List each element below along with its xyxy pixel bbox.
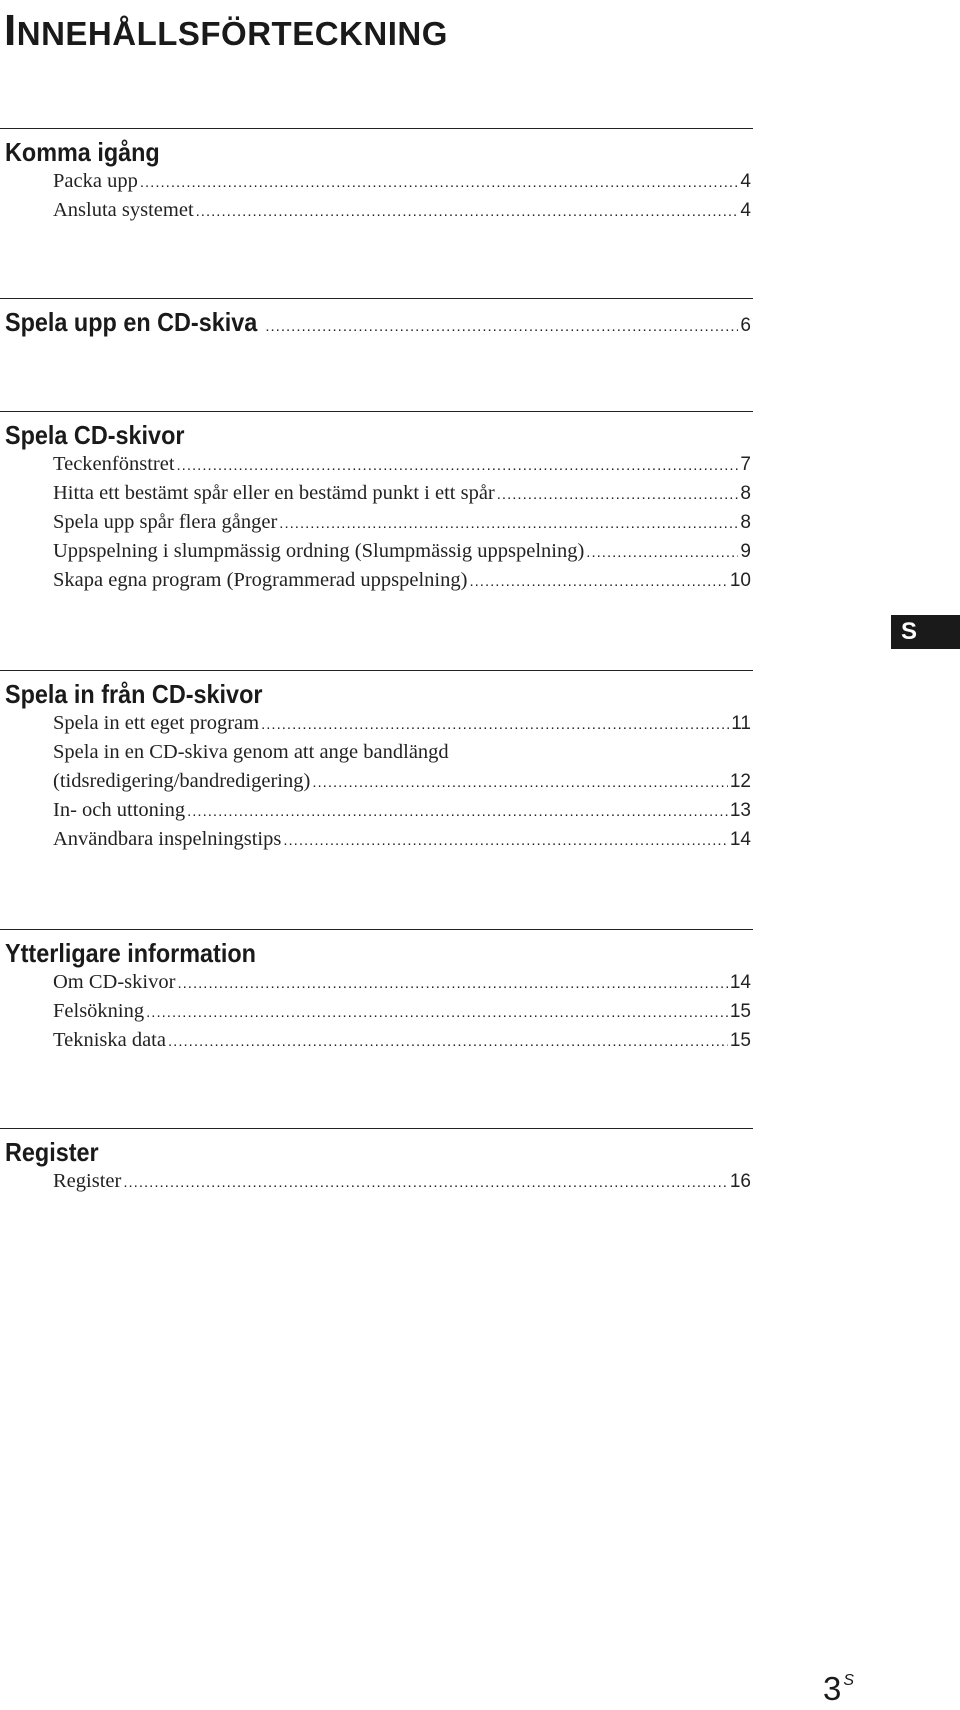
section-divider [0,929,753,930]
toc-entry-page: 8 [740,483,751,504]
dot-leader [196,203,739,220]
language-tab: S [891,615,960,649]
dot-leader [279,515,738,532]
toc-entry-continuation[interactable] [53,770,751,799]
toc-list [0,453,753,598]
toc-entry[interactable] [53,828,751,857]
toc-entry-title: Register [53,1170,122,1192]
section-heading: Ytterligare information [5,938,256,968]
dot-leader [469,573,727,590]
toc-entry-page: 12 [729,771,751,792]
toc-list [0,712,753,857]
page-title [4,6,448,56]
toc-entry-page: 14 [729,829,751,850]
toc-list [0,1170,753,1199]
toc-entry-title: Spela in en CD-skiva genom att ange bandlängd [53,741,449,763]
toc-section-spela-in [0,670,753,857]
toc-entry[interactable] [53,712,751,741]
section-divider [0,298,753,299]
toc-entry-page: 15 [729,1030,751,1051]
toc-entry-title: Uppspelning i slumpmässig ordning (Slumpmässig uppspelning) [53,540,585,562]
toc-entry-page: 14 [729,972,751,993]
toc-entry[interactable] [53,1029,751,1058]
toc-section-ytterligare-information [0,929,753,1058]
toc-entry-page: 9 [740,541,751,562]
toc-section-spela-upp [0,298,753,338]
toc-entry-page: 15 [729,1001,751,1022]
page-number-value: 3 [823,1670,842,1707]
toc-entry-page: 13 [729,800,751,821]
section-divider [0,1128,753,1129]
toc-entry[interactable] [53,453,751,482]
dot-leader [168,1033,728,1050]
toc-entry[interactable] [53,741,751,770]
toc-entry[interactable] [53,199,751,228]
toc-entry[interactable] [53,971,751,1000]
toc-section-spela-cd-skivor [0,411,753,598]
toc-entry-title: Tekniska data [53,1029,166,1051]
dot-leader [261,716,729,733]
toc-entry[interactable] [53,569,751,598]
section-heading: Komma igång [5,137,160,167]
toc-entry[interactable] [53,482,751,511]
dot-leader [123,1174,728,1191]
page-number-suffix: S [843,1672,855,1689]
dot-leader [283,832,728,849]
toc-entry-page: 6 [740,315,751,336]
toc-entry-title: Packa upp [53,170,138,192]
toc-entry-title: Teckenfönstret [53,453,175,475]
toc-entry-page: 11 [731,713,751,734]
toc-entry-title: Ansluta systemet [53,199,194,221]
dot-leader [177,975,727,992]
toc-section-komma-igang [0,128,753,228]
toc-entry-page: 7 [740,454,751,475]
toc-entry-title: Felsökning [53,1000,145,1022]
section-heading: Spela in från CD-skivor [5,679,263,709]
section-divider [0,411,753,412]
toc-entry-title: Om CD-skivor [53,971,176,993]
toc-entry-page: 10 [729,570,751,591]
toc-entry-page: 4 [740,171,751,192]
toc-entry-title: Hitta ett bestämt spår eller en bestämd punkt i ett spår [53,482,495,504]
toc-list [0,170,753,228]
toc-entry[interactable] [53,540,751,569]
page-title-rest: NNEHÅLLSFÖRTECKNING [16,15,448,52]
page-title-initial: I [4,6,17,55]
section-divider [0,670,753,671]
dot-leader [140,174,739,191]
toc-entry-title: Spela in ett eget program [53,712,260,734]
toc-entry[interactable] [53,170,751,199]
toc-entry-page: 16 [729,1171,751,1192]
toc-entry-title-continued: (tidsredigering/bandredigering) [53,770,311,792]
toc-entry[interactable] [53,511,751,540]
toc-entry-title: In- och uttoning [53,799,186,821]
toc-entry-page: 8 [740,512,751,533]
toc-entry-title: Spela upp spår flera gånger [53,511,278,533]
section-heading: Spela CD-skivor [5,420,185,450]
dot-leader [187,803,728,820]
toc-entry-title: Skapa egna program (Programmerad uppspelning) [53,569,468,591]
toc-entry-heading[interactable] [0,307,751,338]
section-heading: Spela upp en CD-skiva [5,307,258,337]
toc-entry[interactable] [53,1000,751,1029]
dot-leader [312,774,728,791]
dot-leader [177,457,739,474]
toc-entry-page: 4 [740,200,751,221]
toc-entry-title: Användbara inspelningstips [53,828,282,850]
toc-entry[interactable] [53,1170,751,1199]
page-number [823,1670,854,1708]
toc-list [0,971,753,1058]
section-divider [0,128,753,129]
dot-leader [497,486,739,503]
dot-leader [265,318,738,335]
dot-leader [146,1004,728,1021]
section-heading: Register [5,1137,99,1167]
dot-leader [586,544,738,561]
toc-section-register [0,1128,753,1199]
toc-entry[interactable] [53,799,751,828]
